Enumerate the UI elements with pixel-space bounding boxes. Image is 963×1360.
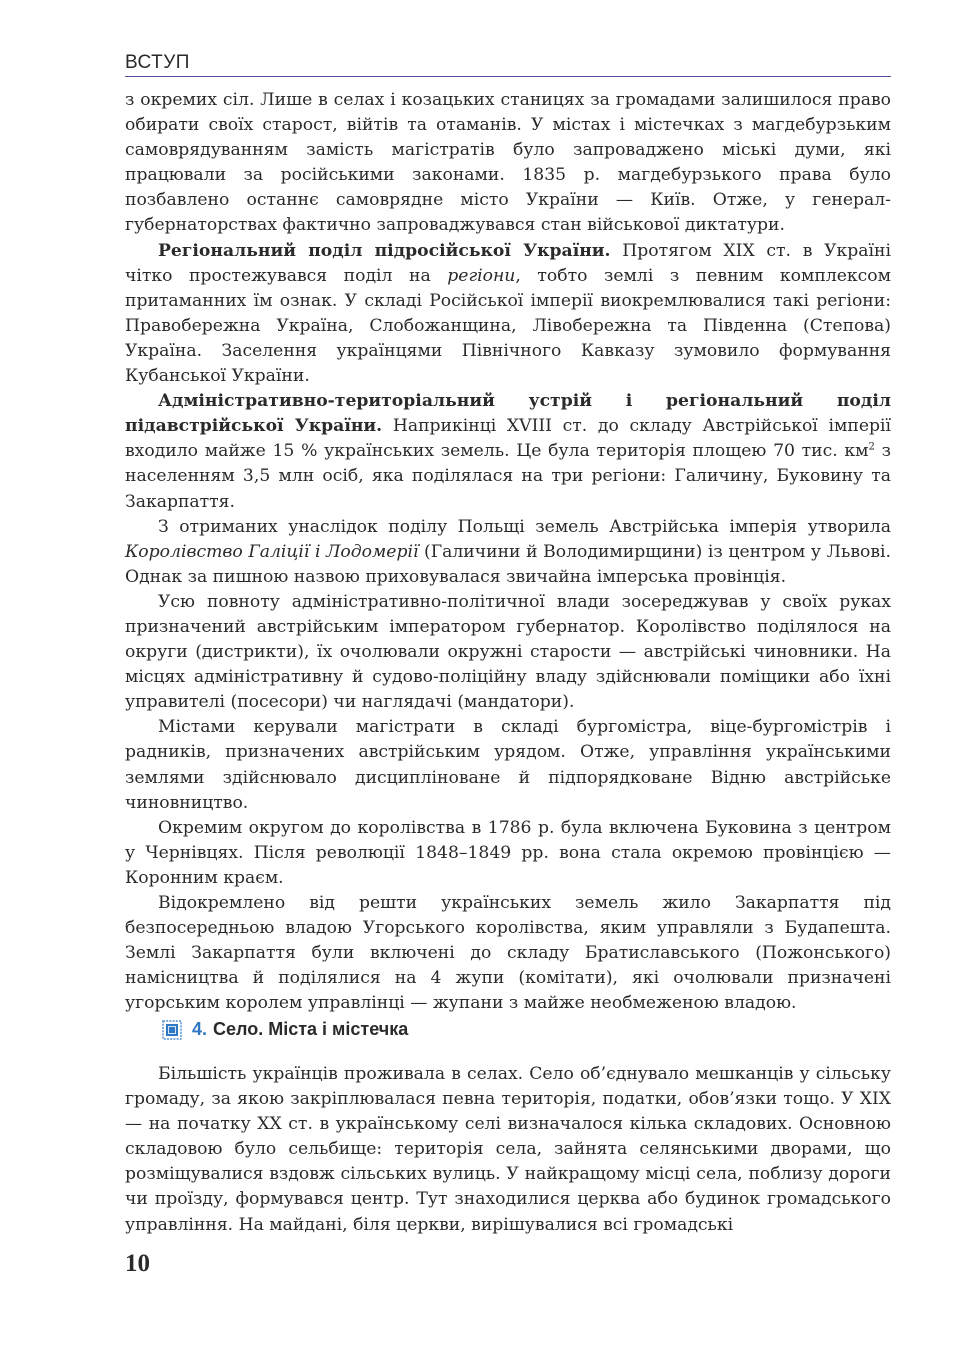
paragraph: Усю повноту адміністративно-політичної влади зосереджував у своїх руках призначений австрійським імператором губернатор. Королівство поділялося на округи (дистрикти), їх очолювали окружні старости — австрійські чиновники. На місцях адміністративну й судово-поліційну владу здійснювали поміщики або їхні управителі (посесори) чи наглядачі (мандатори).	[125, 591, 891, 713]
paragraph: Містами керували магістрати в складі бургомістра, віце-бургомістрів і радників, призначених австрійським урядом. Отже, управління українськими землями здійснювало дисципліноване й підпорядковане Відню австрійське чиновництво.	[125, 717, 891, 813]
paragraph: Адміністративно-територіальний устрій і регіональний поділ підавстрійської України. Наприкінці XVIII ст. до складу Австрійської імперії входило майже 15 % українських земель. Це була територія площею 70 тис. $км^2$ з населенням 3,5 млн осіб, яка поділялася на три регіони: Галичину, Буковину та Закарпаття.	[125, 391, 891, 512]
section-text	[125, 1062, 891, 1238]
paragraph: Регіональний поділ підросійської України. Протягом XIX ст. в Україні чітко простежувався поділ на регіони, тобто землі з певним комплексом притаманних їм ознак. У складі Російської імперії виокремлювалися такі регіони: Правобережна Україна, Слобожанщина, Лівобережна та Південна (Степова) Україна. Заселення українцями Північного Кавказу зумовило формування Кубанської України.	[125, 240, 892, 387]
paragraph: Більшість українців проживала в селах. Село об’єднувало мешканців у сільську громаду, за якою закріплювалася певна територія, податки, обов’язки тощо. У XIX — на початку XX ст. в українському селі визначалося кілька складових. Основною складовою було сельбище: територія села, зайнята селянськими дворами, що розміщувалися вздовж сільських вулиць. У найкращому місці села, поблизу дороги чи проїзду, формувався центр. Тут знаходилися церква або будинок громадського управління. На майдані, біля церкви, вирішувалися всі громадські	[125, 1064, 891, 1235]
superscript: 2	[868, 441, 875, 453]
paragraph: Окремим округом до королівства в 1786 р. була включена Буковина з центром у Чернівцях. Після революції 1848–1849 рр. вона стала окремою провінцією — Коронним краєм.	[125, 817, 891, 888]
main-text	[125, 88, 891, 1016]
emphasis: Королівство Галіції і Лодомерії	[125, 541, 419, 562]
paragraph: З отриманих унаслідок поділу Польщі земель Австрійська імперія утворила Королівство Галіції і Лодомерії (Галичини й Володимирщини) із центром у Львові. Однак за пишною назвою приховувалася звичайна імперська провінція.	[125, 516, 891, 587]
paragraph: з окремих сіл. Лише в селах і козацьких станицях за громадами залишилося право обирати своїх старост, війтів та отаманів. У містах і містечках з магдебурзьким самоврядуванням замість магістратів було запроваджено міські думи, які працювали за російськими законами. 1835 р. магдебурзького права було позбавлено останнє самоврядне місто України — Київ. Отже, у генерал-губернаторствах фактично запроваджувався стан військової диктатури.	[125, 90, 891, 236]
section-title: Село. Міста і містечка	[213, 1019, 409, 1039]
section-number: 4.	[192, 1019, 208, 1039]
run-in-heading: Адміністративно-територіальний устрій і регіональний поділ підавстрійської України.	[125, 391, 891, 437]
running-header	[125, 52, 891, 77]
paragraph: Відокремлено від решти українських земель жило Закарпаття під безпосередньою владою Угорського королівства, яким управляли з Будапешта. Землі Закарпаття були включені до складу Братиславського (Пожонського) намісництва й поділялися на 4 жупи (комітати), які очолювали призначені угорським королем управлінці — жупани з майже необмеженою владою.	[125, 893, 891, 1014]
page-number: 10	[125, 1250, 150, 1277]
header-label: ВСТУП	[125, 52, 190, 73]
emphasis: регіони	[447, 265, 516, 286]
section-marker-icon	[162, 1020, 182, 1040]
run-in-heading: Регіональний поділ підросійської України.	[158, 240, 611, 261]
section-heading	[162, 1019, 408, 1040]
